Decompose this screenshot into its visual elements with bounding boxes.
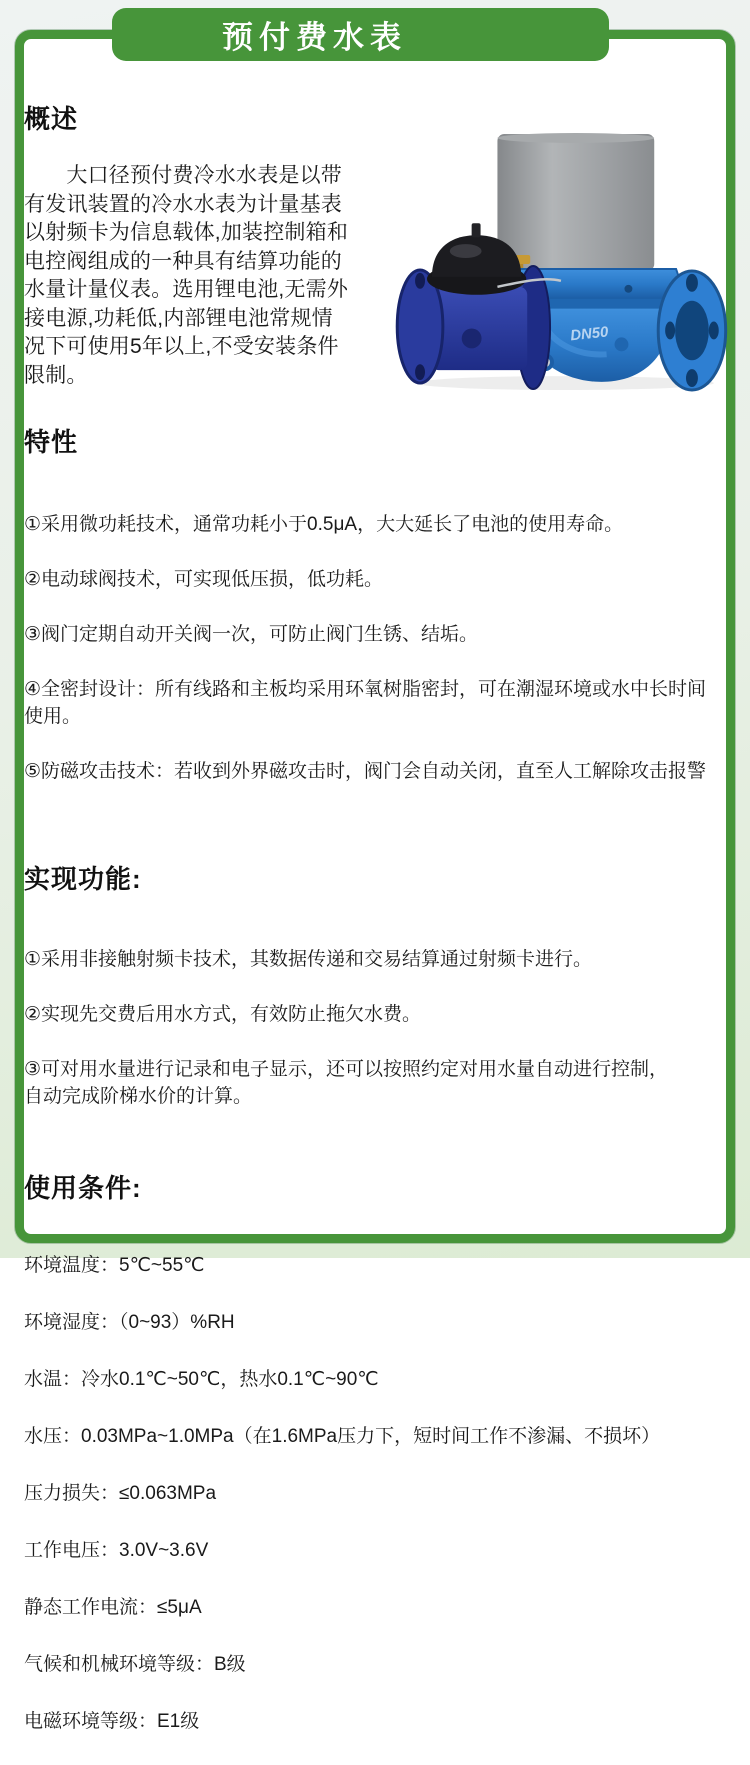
functions-heading: 实现功能: [24, 864, 142, 894]
feature-item: ④全密封设计：所有线路和主板均采用环氧树脂密封，可在潮湿环境或水中长时间 使用。 [24, 678, 707, 727]
function-item: ③可对用水量进行记录和电子显示，还可以按照约定对用水量自动进行控制， 自动完成阶梯水价的计算。 [24, 1058, 669, 1107]
condition-item: 水压：0.03MPa~1.0MPa（在1.6MPa压力下，短时间工作不渗漏、不损坏） [24, 1425, 661, 1447]
water-meter-illustration [376, 132, 734, 392]
condition-item: 气候和机械环境等级：B级 [24, 1653, 246, 1675]
product-photo [376, 132, 726, 392]
dn50-cast-label: DN50 [569, 324, 610, 345]
conditions-heading: 使用条件: [24, 1173, 142, 1203]
page-title: 预付费水表 [222, 20, 407, 55]
card-content [24, 39, 707, 1765]
function-item: ①采用非接触射频卡技术，其数据传递和交易结算通过射频卡进行。 [24, 948, 593, 970]
title-banner [112, 8, 609, 61]
condition-item: 环境湿度：（0~93）%RH [24, 1311, 235, 1333]
feature-item: ②电动球阀技术，可实现低压损，低功耗。 [24, 568, 384, 590]
condition-item: 水温：冷水0.1℃~50℃，热水0.1℃~90℃ [24, 1368, 379, 1390]
features-list [24, 483, 710, 813]
feature-item: ③阀门定期自动开关阀一次，可防止阀门生锈、结垢。 [24, 623, 479, 645]
overview-paragraph: 大口径预付费冷水水表是以带 有发讯装置的冷水水表为计量基表 以射频卡为信息载体,加装控制箱和 电控阀组成的一种具有结算功能的 水量计量仪表。选用锂电池,无需外 接电源,功耗低,内部锂电池常规情 况下可使用5年以上,不受安装条件 限制。 [24, 164, 349, 387]
condition-item: 环境温度：5℃~55℃ [24, 1254, 205, 1276]
condition-item: 压力损失：≤0.063MPa [24, 1482, 217, 1504]
overview-section [24, 162, 692, 392]
features-heading: 特性 [24, 427, 79, 457]
condition-item: 静态工作电流：≤5μA [24, 1596, 202, 1618]
functions-list [24, 918, 692, 1138]
function-item: ②实现先交费后用水方式，有效防止拖欠水费。 [24, 1003, 422, 1025]
feature-item: ①采用微功耗技术，通常功耗小于0.5μA，大大延长了电池的使用寿命。 [24, 513, 624, 535]
condition-item: 电磁环境等级：E1级 [24, 1710, 200, 1732]
feature-item: ⑤防磁攻击技术：若收到外界磁攻击时，阀门会自动关闭，直至人工解除攻击报警 [24, 761, 707, 782]
overview-heading: 概述 [24, 104, 79, 134]
conditions-list [24, 1223, 692, 1765]
condition-item: 工作电压：3.0V~3.6V [24, 1539, 209, 1561]
